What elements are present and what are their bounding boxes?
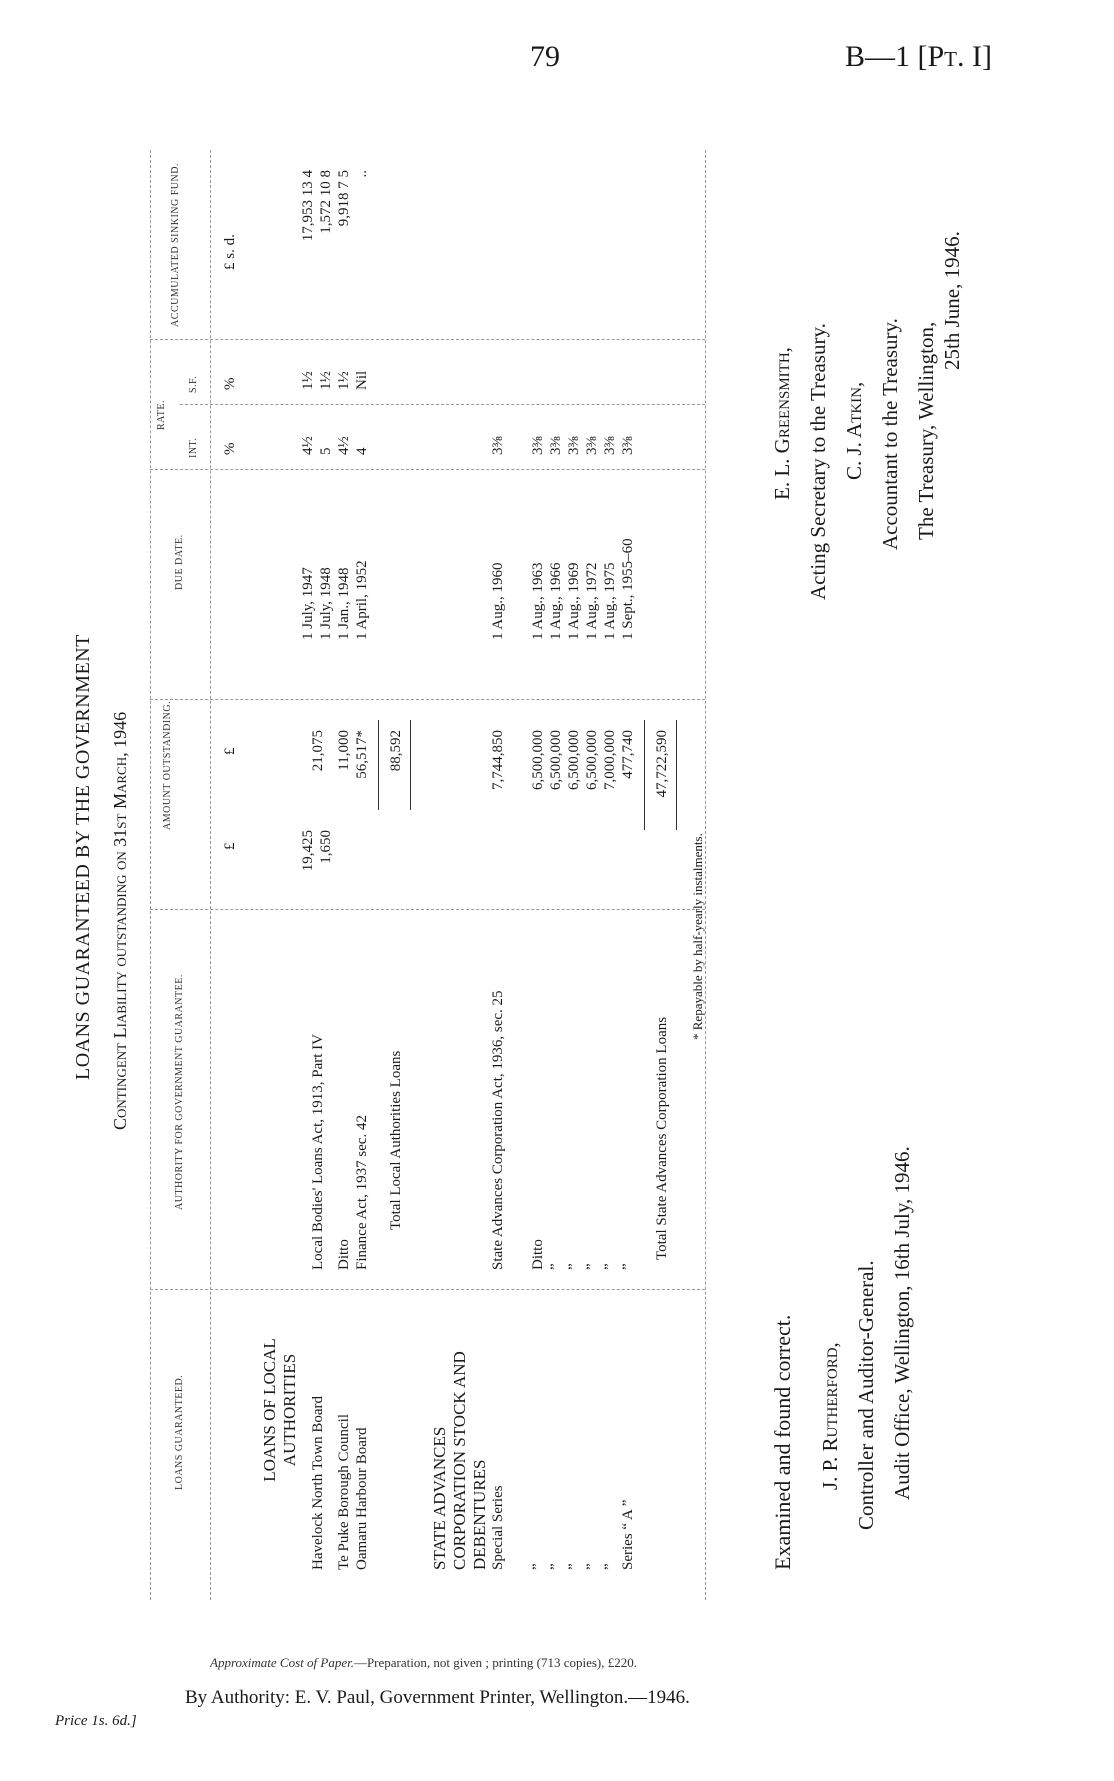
state-row-3-amount: 6,500,000: [566, 730, 582, 790]
local-row-0-sub2: 1,650: [318, 830, 334, 864]
col-divider-4: [150, 469, 705, 470]
footnote: * Repayable by half-yearly instalments.: [690, 833, 705, 1040]
examined-statement: Examined and found correct.: [770, 1314, 795, 1570]
auditor-place-date: Audit Office, Wellington, 16th July, 1946.: [890, 1146, 914, 1500]
local-row-2-authority: Finance Act, 1937 sec. 42: [354, 1115, 370, 1270]
col-divider-2: [150, 909, 705, 910]
state-total-amount: 47,722,590: [654, 730, 670, 798]
local-row-1-sf: 1½: [336, 371, 352, 390]
state-row-3-int: 3⅜: [566, 436, 582, 455]
state-row-6-amount: 477,740: [620, 730, 636, 779]
local-row-0-int2: 5: [318, 447, 334, 455]
local-row-0-sf1: 1½: [300, 371, 316, 390]
local-heading: LOANS OF LOCAL AUTHORITIES: [260, 1338, 299, 1482]
local-row-1-authority: Ditto: [336, 1239, 352, 1270]
table-subtitle: Contingent Liability outstanding on 31st March, 1946: [110, 711, 130, 1130]
unit-pound-total: £: [222, 747, 238, 755]
local-row-0-name: Havelock North Town Board: [310, 1395, 326, 1570]
state-row-6-name: Series “ A ”: [620, 1499, 636, 1570]
col-header-rate: RATE.: [156, 400, 167, 430]
state-total-rule: [644, 720, 645, 830]
cost-note-label: Approximate Cost of Paper.: [210, 1655, 354, 1670]
state-row-1-name: ”: [530, 1563, 546, 1570]
state-row-5-int: 3⅜: [602, 436, 618, 455]
accountant-title: Accountant to the Treasury.: [878, 318, 902, 550]
table-title: LOANS GUARANTEED BY THE GOVERNMENT: [72, 634, 94, 1080]
local-row-0-fund1: 17,953 13 4: [300, 170, 316, 242]
local-total-rule: [378, 720, 379, 810]
state-heading: STATE ADVANCES CORPORATION STOCK AND DEBENTURES: [430, 1351, 489, 1570]
treasury-date: 25th June, 1946.: [940, 231, 964, 370]
state-row-3-due: 1 Aug., 1969: [566, 562, 582, 640]
local-row-0-due2: 1 July, 1948: [318, 567, 334, 640]
unit-pound-sub: £: [222, 842, 238, 850]
local-row-0-due1: 1 July, 1947: [300, 567, 316, 640]
cost-note: [210, 1655, 637, 1671]
table-bottom-rule: [705, 150, 706, 1600]
col-header-authority: AUTHORITY FOR GOVERNMENT GUARANTEE.: [174, 974, 185, 1210]
cost-note-text: —Preparation, not given ; printing (713 copies), £220.: [353, 1655, 638, 1670]
local-row-0-sub1: 19,425: [300, 830, 316, 872]
col-header-loans: LOANS GUARANTEED.: [174, 1374, 185, 1490]
local-row-0-sf2: 1½: [318, 371, 334, 390]
state-row-3-name: ”: [566, 1563, 582, 1570]
local-row-0-int1: 4½: [300, 436, 316, 455]
col-header-amount: AMOUNT OUTSTANDING.: [162, 700, 173, 830]
secretary-name: E. L. Greensmith,: [770, 347, 794, 500]
state-row-1-authority: Ditto: [530, 1239, 546, 1270]
col-header-sinking: ACCUMULATED SINKING FUND.: [170, 163, 181, 327]
local-row-2-fund: ..: [354, 170, 370, 178]
col-divider-3: [150, 699, 705, 700]
state-row-2-amount: 6,500,000: [548, 730, 564, 790]
local-row-1-due: 1 Jan., 1948: [336, 567, 352, 640]
local-row-2-sf: Nil: [354, 370, 370, 390]
price-note: Price 1s. 6d.]: [55, 1713, 137, 1729]
state-row-6-int: 3⅜: [620, 436, 636, 455]
state-row-2-int: 3⅜: [548, 436, 564, 455]
state-row-4-int: 3⅜: [584, 436, 600, 455]
state-row-0-authority: State Advances Corporation Act, 1936, sec. 25: [490, 990, 506, 1270]
local-row-1-name: Te Puke Borough Council: [336, 1413, 352, 1570]
state-row-4-name: ”: [584, 1563, 600, 1570]
auditor-name: J. P. Rutherford,: [818, 1342, 842, 1490]
state-row-6-authority: ”: [620, 1263, 636, 1270]
state-row-2-authority: ”: [548, 1263, 564, 1270]
col-divider-6: [150, 339, 705, 340]
local-row-2-due: 1 April, 1952: [354, 560, 370, 640]
state-row-5-due: 1 Aug., 1975: [602, 562, 618, 640]
state-total-rule-bottom: [676, 720, 677, 830]
local-row-0-authority: Local Bodies' Loans Act, 1913, Part IV: [310, 1034, 326, 1270]
col-header-sf: S.F.: [188, 375, 199, 393]
state-row-0-amount: 7,744,850: [490, 730, 506, 790]
auditor-title: Controller and Auditor-General.: [854, 1260, 878, 1530]
state-row-6-due: 1 Sept., 1955–60: [620, 538, 636, 640]
local-row-1-amount: 11,000: [336, 730, 352, 771]
page-number: 79: [530, 40, 560, 73]
local-total-amount: 88,592: [388, 730, 404, 772]
accountant-name: C. J. Atkin,: [842, 381, 866, 480]
state-row-1-int: 3⅜: [530, 436, 546, 455]
state-total-label: Total State Advances Corporation Loans: [654, 1016, 670, 1260]
state-row-4-due: 1 Aug., 1972: [584, 562, 600, 640]
local-row-2-amount: 56,517*: [354, 730, 370, 779]
state-row-1-amount: 6,500,000: [530, 730, 546, 790]
unit-pct-int: %: [222, 442, 238, 455]
unit-lsd: £ s. d.: [222, 234, 238, 270]
local-total-rule-bottom: [410, 720, 411, 810]
local-row-0-amount: 21,075: [310, 730, 326, 772]
state-row-4-authority: ”: [584, 1263, 600, 1270]
local-row-2-int: 4: [354, 447, 370, 455]
local-row-2-name: Oamaru Harbour Board: [354, 1427, 370, 1570]
local-row-0-fund2: 1,572 10 8: [318, 170, 334, 234]
col-header-int: INT.: [188, 437, 199, 458]
printer-authority: By Authority: E. V. Paul, Government Printer, Wellington.—1946.: [185, 1687, 690, 1708]
state-row-0-due: 1 Aug., 1960: [490, 562, 506, 640]
state-row-2-due: 1 Aug., 1966: [548, 562, 564, 640]
state-row-5-name: ”: [602, 1563, 618, 1570]
col-divider-5: [180, 404, 705, 405]
state-row-0-name: Special Series: [490, 1485, 506, 1570]
local-row-1-fund: 9,918 7 5: [336, 170, 352, 227]
table-top-rule: [150, 150, 151, 1600]
table-header-rule: [210, 150, 211, 1600]
col-header-due: DUE DATE.: [174, 534, 185, 590]
state-row-1-due: 1 Aug., 1963: [530, 562, 546, 640]
page-reference: B—1 [Pt. I]: [845, 40, 992, 73]
unit-pct-sf: %: [222, 377, 238, 390]
treasury-place: The Treasury, Wellington,: [914, 321, 938, 540]
rotated-table-block: [72, 100, 1070, 1600]
state-row-5-authority: ”: [602, 1263, 618, 1270]
local-row-1-int: 4½: [336, 436, 352, 455]
state-row-4-amount: 6,500,000: [584, 730, 600, 790]
col-divider-1: [150, 1289, 705, 1290]
state-row-0-int: 3⅜: [490, 436, 506, 455]
secretary-title: Acting Secretary to the Treasury.: [806, 323, 830, 600]
local-total-label: Total Local Authorities Loans: [388, 1050, 404, 1230]
state-row-2-name: ”: [548, 1563, 564, 1570]
state-row-3-authority: ”: [566, 1263, 582, 1270]
state-row-5-amount: 7,000,000: [602, 730, 618, 790]
